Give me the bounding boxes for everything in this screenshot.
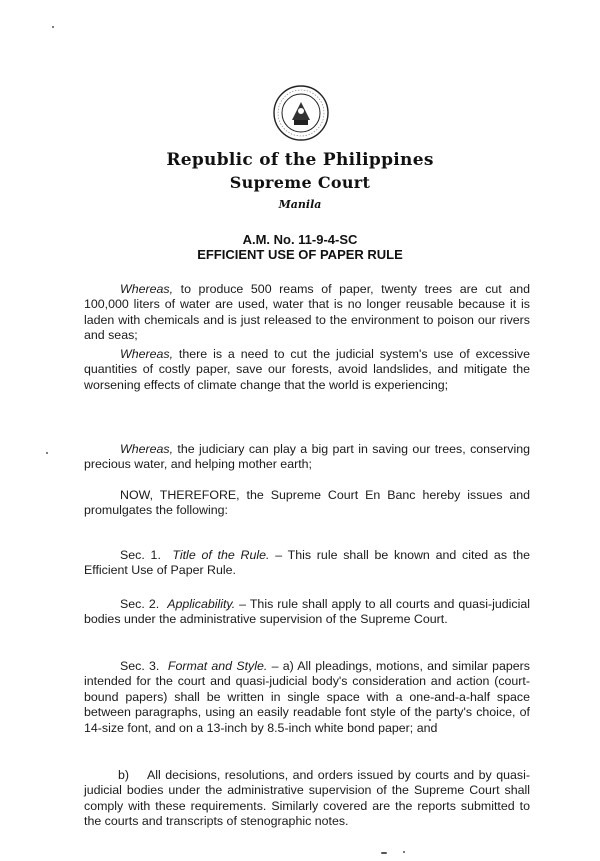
scan-speck [52,26,54,28]
section-heading: Format and Style. [167,659,268,673]
section-heading: Applicability. [167,597,236,611]
whereas-lead: Whereas, [120,282,174,296]
whereas-lead: Whereas, [120,347,174,361]
subsection-label: b) [118,768,130,782]
whereas-text: the judiciary can play a big part in saving our trees, conserving precious water, and helping mother earth; [84,442,530,472]
scan-speck [429,719,431,721]
section-paragraph [84,548,530,579]
whereas-paragraph [84,442,530,473]
scan-speck [381,852,387,854]
scan-speck [403,851,405,853]
now-therefore-paragraph [84,488,530,519]
whereas-text: to produce 500 reams of paper, twenty trees are cut and 100,000 liters of water are used, water that is no longer reusable because it is laden with chemicals and is just released to the environment to poison our rivers and seas; [84,282,530,343]
section-number: Sec. 1. [120,548,161,562]
section-text: – This rule shall be known and cited as the Efficient Use of Paper Rule. [84,548,530,578]
whereas-text: there is a need to cut the judicial system's use of excessive quantities of costly paper, save our forests, avoid landslides, and mitigate the worsening effects of climate change that the world is experiencing; [84,347,530,392]
section-heading: Title of the Rule. [172,548,270,562]
whereas-paragraph [84,347,530,393]
whereas-paragraph [84,282,530,344]
subsection-paragraph [84,768,530,830]
now-therefore-text: NOW, THEREFORE, the Supreme Court En Banc hereby issues and promulgates the following: [84,488,530,518]
section-text: – a) All pleadings, motions, and similar papers intended for the court and quasi-judicial body's consideration and action (court-bound papers) shall be written in single space with a one-and-a-half space between paragraphs, using an easily readable font style of the party's choice, of 14-size font, and on a 13-inch by 8.5-inch white bond paper; and [84,659,530,735]
republic-heading: Republic of the Philippines [166,150,434,170]
city-heading: Manila [278,198,322,211]
subsection-text: All decisions, resolutions, and orders issued by courts and by quasi-judicial bodies under the administrative supervision of the Supreme Court shall comply with these requirements. Similarly covered are the reports submitted to the courts and transcripts of stenographic notes. [84,768,530,829]
section-text: – This rule shall apply to all courts and quasi-judicial bodies under the administrative supervision of the Supreme Court. [84,597,530,627]
section-number: Sec. 2. [120,597,160,611]
section-number: Sec. 3. [120,659,160,673]
whereas-lead: Whereas, [120,442,174,456]
document-title: EFFICIENT USE OF PAPER RULE [197,247,403,262]
section-paragraph [84,659,530,736]
scan-speck [46,452,48,454]
section-paragraph [84,597,530,628]
supreme-court-seal-icon [272,84,330,142]
court-heading: Supreme Court [229,173,371,192]
document-number: A.M. No. 11-9-4-SC [242,232,358,247]
